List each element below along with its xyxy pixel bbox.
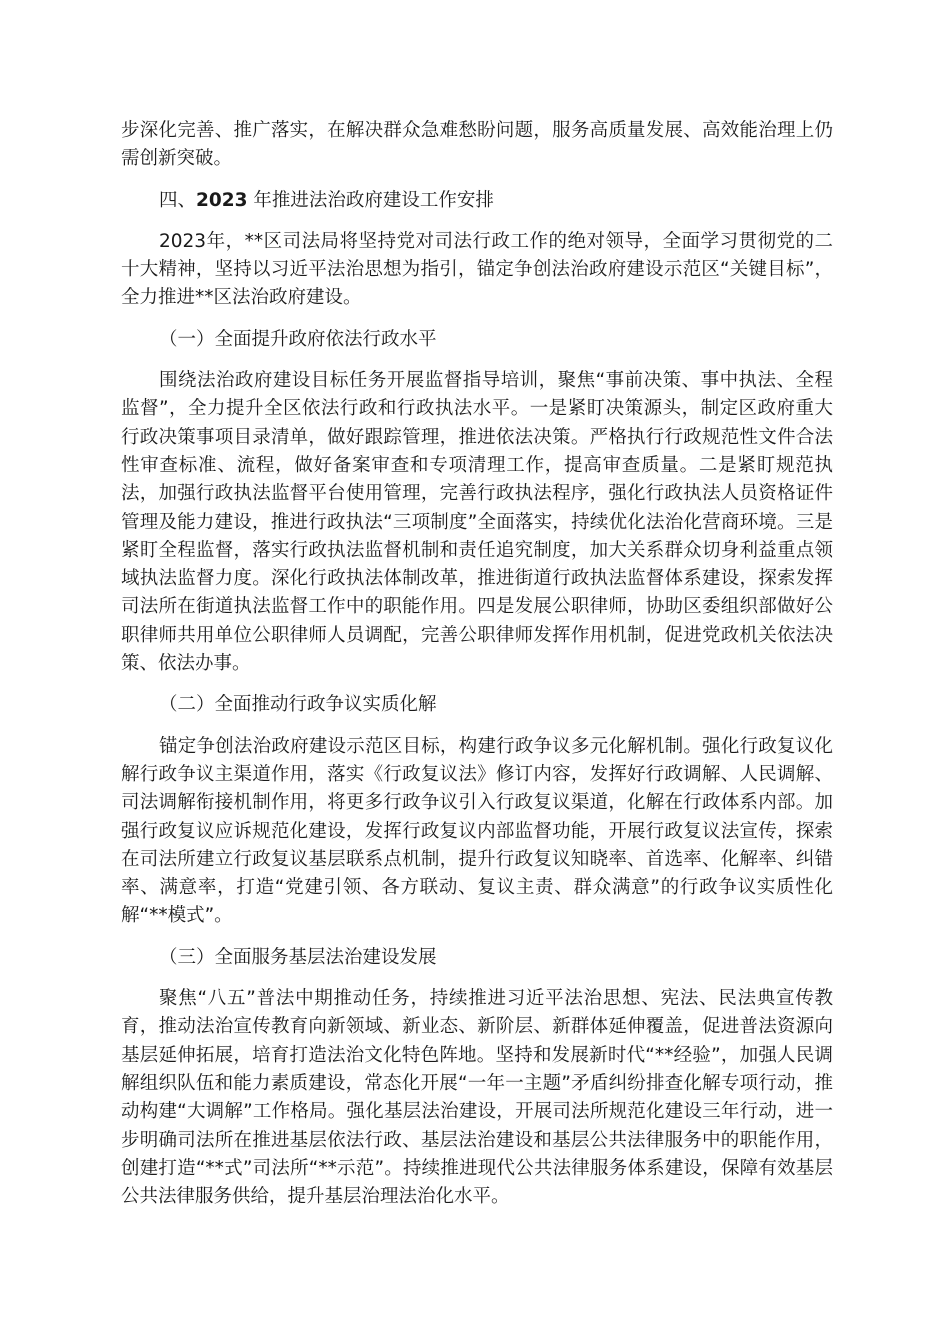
heading-year: 2023 xyxy=(196,189,248,211)
heading-prefix: 四、 xyxy=(159,189,197,211)
subheading-2: （二）全面推动行政争议实质化解 xyxy=(159,694,437,716)
intro-paragraph: 2023年，**区司法局将坚持党对司法行政工作的绝对领导，全面学习贯彻党的二十大精神，坚持以习近平法治思想为指引，锚定争创法治政府建设示范区“关键目标”，全力推进**区法治政府建设。 xyxy=(121,230,833,309)
subheading-1: （一）全面提升政府依法行政水平 xyxy=(159,328,437,350)
subheading-3: （三）全面服务基层法治建设发展 xyxy=(159,946,437,968)
body-paragraph-3: 聚焦“八五”普法中期推动任务，持续推进习近平法治思想、宪法、民法典宣传教育，推动法治宣传教育向新领域、新业态、新阶层、新群体延伸覆盖，促进普法资源向基层延伸拓展，培育打造法治文化特色阵地。坚持和发展新时代“**经验”，加强人民调解组织队伍和能力素质建设，常态化开展“一年一主题”矛盾纠纷排查化解专项行动，推动构建“大调解”工作格局。强化基层法治建设，开展司法所规范化建设三年行动，进一步明确司法所在推进基层依法行政、基层法治建设和基层公共法律服务中的职能作用，创建打造“**式”司法所“**示范”。持续推进现代公共法律服务体系建设，保障有效基层公共法律服务供给，提升基层治理法治化水平。 xyxy=(121,988,833,1208)
heading-title: 年推进法治政府建设工作安排 xyxy=(253,189,494,211)
section-heading-4 xyxy=(121,187,833,215)
continuation-paragraph: 步深化完善、推广落实，在解决群众急难愁盼问题，服务高质量发展、高效能治理上仍需创新突破。 xyxy=(121,120,833,170)
document-page xyxy=(121,117,833,1224)
body-paragraph-1: 围绕法治政府建设目标任务开展监督指导培训，聚焦“事前决策、事中执法、全程监督”，全力提升全区依法行政和行政执法水平。一是紧盯决策源头，制定区政府重大行政决策事项目录清单，做好跟踪管理，推进依法决策。严格执行行政规范性文件合法性审查标准、流程，做好备案审查和专项清理工作，提高审查质量。二是紧盯规范执法，加强行政执法监督平台使用管理，完善行政执法程序，强化行政执法人员资格证件管理及能力建设，推进行政执法“三项制度”全面落实，持续优化法治化营商环境。三是紧盯全程监督，落实行政执法监督机制和责任追究制度，加大关系群众切身利益重点领域执法监督力度。深化行政执法体制改革，推进街道行政执法监督体系建设，探索发挥司法所在街道执法监督工作中的职能作用。四是发展公职律师，协助区委组织部做好公职律师共用单位公职律师人员调配，完善公职律师发挥作用机制，促进党政机关依法决策、依法办事。 xyxy=(121,370,833,675)
body-paragraph-2: 锚定争创法治政府建设示范区目标，构建行政争议多元化解机制。强化行政复议化解行政争议主渠道作用，落实《行政复议法》修订内容，发挥好行政调解、人民调解、司法调解衔接机制作用，将更多行政争议引入行政复议渠道，化解在行政体系内部。加强行政复议应诉规范化建设，发挥行政复议内部监督功能，开展行政复议法宣传，探索在司法所建立行政复议基层联系点机制，提升行政复议知晓率、首选率、化解率、纠错率、满意率，打造“党建引领、各方联动、复议主责、群众满意”的行政争议实质性化解“**模式”。 xyxy=(121,735,833,927)
